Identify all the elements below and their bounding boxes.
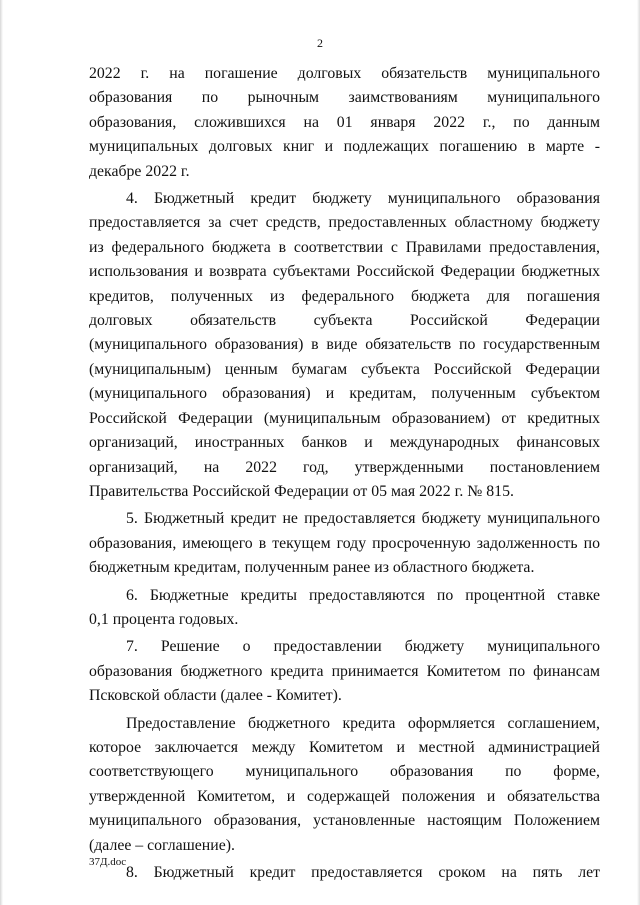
paragraph: [89, 187, 600, 504]
text-line: организаций, на 2022 год, утвержденными постановлением: [89, 458, 600, 476]
page-number: 2: [317, 36, 323, 50]
text-line: декабре 2022 г.: [89, 162, 190, 180]
text-line: образования бюджетного кредита принимается Комитетом по финансам: [89, 662, 600, 680]
text-line: соответствующего муниципального образования по форме,: [89, 763, 600, 781]
text-line: муниципального образования, установленные настоящим Положением: [89, 812, 600, 830]
text-line: Предоставление бюджетного кредита оформляется соглашением,: [126, 714, 600, 732]
text-line: образования, имеющего в текущем году просроченную задолженность по: [89, 534, 600, 552]
text-line: 5. Бюджетный кредит не предоставляется бюджету муниципального: [126, 510, 600, 528]
text-line: бюджетным кредитам, полученным ранее из областного бюджета.: [89, 559, 535, 577]
text-line: (муниципального образования) и кредитам, полученным субъектом: [89, 385, 600, 403]
text-line: Псковской области (далее - Комитет).: [89, 687, 342, 705]
text-line: долговых обязательств субъекта Российской Федерации: [89, 312, 600, 330]
text-line: организаций, иностранных банков и международных финансовых: [89, 434, 600, 452]
paragraph: [89, 861, 600, 885]
text-line: (далее – соглашение).: [89, 836, 235, 854]
text-line: образования, сложившихся на 01 января 2022 г., по данным: [89, 113, 600, 131]
text-line: 8. Бюджетный кредит предоставляется сроком на пять лет: [126, 864, 600, 881]
text-line: которое заключается между Комитетом и местной администрацией: [89, 738, 600, 756]
text-line: Российской Федерации (муниципальным образованием) от кредитных: [89, 409, 600, 427]
text-line: (муниципального образования) в виде обязательств по государственным: [89, 336, 600, 354]
text-line: использования и возврата субъектами Российской Федерации бюджетных: [89, 263, 600, 281]
text-line: 0,1 процента годовых.: [89, 610, 239, 628]
document-body: [89, 62, 600, 888]
text-line: муниципальных долговых книг и подлежащих погашению в марте -: [89, 138, 600, 156]
text-line: 7. Решение о предоставлении бюджету муниципального: [126, 638, 600, 656]
text-line: из федерального бюджета в соответствии с Правилами предоставления,: [89, 238, 600, 256]
text-line: Правительства Российской Федерации от 05 мая 2022 г. № 815.: [89, 482, 514, 500]
paragraph: [89, 507, 600, 580]
paragraph: [89, 584, 600, 633]
text-line: (муниципальным) ценным бумагам субъекта Российской Федерации: [89, 360, 600, 378]
text-line: образования по рыночным заимствованиям муниципального: [89, 89, 600, 107]
text-line: 4. Бюджетный кредит бюджету муниципального образования: [126, 190, 600, 208]
text-line: 2022 г. на погашение долговых обязательств муниципального: [89, 65, 600, 82]
text-line: 6. Бюджетные кредиты предоставляются по процентной ставке: [126, 586, 600, 604]
text-line: утвержденной Комитетом, и содержащей положения и обязательства: [89, 787, 600, 805]
footer-filename: 37Д.doc: [89, 856, 127, 868]
paragraph: [89, 712, 600, 858]
page-left-edge: [0, 0, 3, 905]
text-line: кредитов, полученных из федерального бюджета для погашения: [89, 287, 600, 305]
text-line: предоставляется за счет средств, предоставленных областному бюджету: [89, 214, 600, 232]
paragraph: [89, 635, 600, 708]
paragraph: [89, 62, 600, 184]
